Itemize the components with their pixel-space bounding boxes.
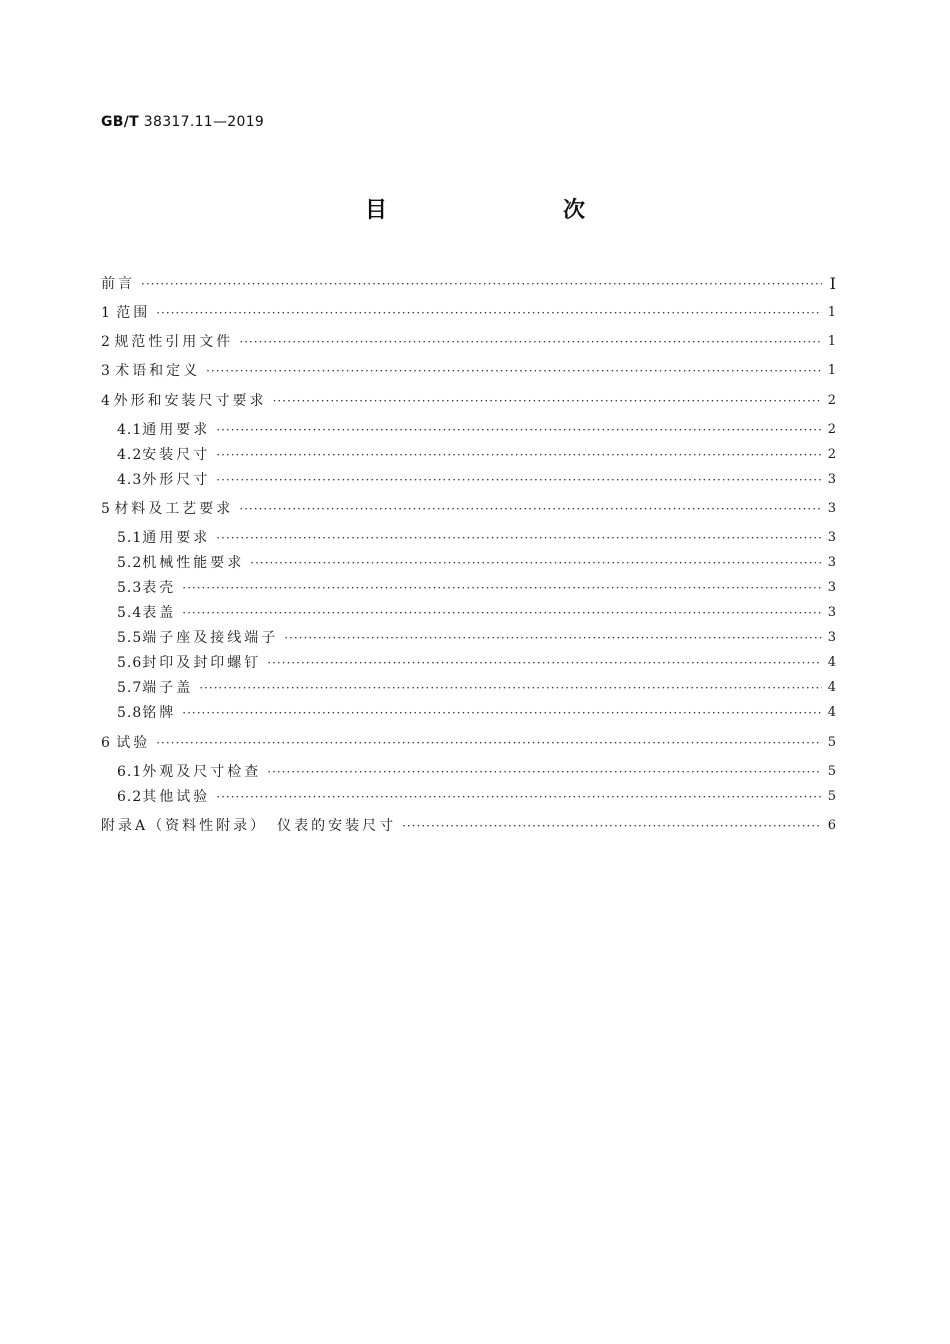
toc-entry[interactable]: [101, 731, 836, 755]
toc-entry-number: 5.3: [117, 580, 143, 596]
toc-entry-page: 1: [827, 305, 836, 320]
toc-entry-number: 2: [101, 334, 111, 350]
toc-dot-leader: [267, 651, 821, 675]
toc-entry[interactable]: [101, 272, 836, 296]
toc-entry[interactable]: [101, 814, 836, 838]
toc-entry-number: 4.3: [117, 472, 143, 488]
toc-dot-leader: [239, 497, 821, 521]
toc-entry-page: 2: [827, 393, 836, 408]
standard-code-prefix: GB/T: [101, 114, 140, 130]
toc-entry-label: 封印及封印螺钉: [142, 655, 262, 671]
toc-entry-number: 6.2: [117, 789, 143, 805]
toc-dot-leader: [182, 601, 821, 625]
toc-entry-page: Ⅰ: [829, 274, 836, 293]
toc-entry-page: 5: [827, 735, 836, 750]
toc-dot-leader: [402, 814, 822, 838]
toc-entry-page: 3: [827, 630, 836, 645]
toc-dot-leader: [216, 526, 821, 550]
toc-dot-leader: [216, 443, 821, 467]
toc-entry[interactable]: [117, 760, 836, 784]
toc-entry-label: 外观及尺寸检查: [142, 764, 262, 780]
toc-dot-leader: [141, 272, 822, 296]
toc-entry-number: 5.8: [117, 705, 143, 721]
toc-entry-label: 范围: [116, 305, 151, 321]
toc-dot-leader: [216, 468, 821, 492]
toc-entry-number: 5.4: [117, 605, 143, 621]
toc-entry[interactable]: [117, 676, 836, 700]
toc-entry[interactable]: [101, 389, 836, 413]
toc-dot-leader: [156, 301, 822, 325]
toc-entry[interactable]: [117, 418, 836, 442]
toc-entry-label: 规范性引用文件: [114, 334, 234, 350]
toc-entry-page: 3: [827, 530, 836, 545]
toc-dot-leader: [206, 359, 822, 383]
toc-entry-label: 端子座及接线端子: [142, 630, 279, 646]
toc-entry-page: 2: [827, 447, 836, 462]
toc-entry[interactable]: [117, 443, 836, 467]
toc-entry-label: 机械性能要求: [142, 555, 245, 571]
toc-entry[interactable]: [101, 301, 836, 325]
toc-entry-number: 5.1: [117, 530, 143, 546]
toc-dot-leader: [156, 731, 822, 755]
toc-entry-page: 3: [827, 605, 836, 620]
toc-entry-number: 4.1: [117, 422, 143, 438]
toc-entry-label: 通用要求: [142, 530, 211, 546]
toc-entry-page: 1: [827, 363, 836, 378]
toc-entry-label: 外形尺寸: [142, 472, 211, 488]
toc-entry-number: 6.1: [117, 764, 143, 780]
toc-entry-page: 5: [827, 764, 836, 779]
toc-entry-label: 表壳: [142, 580, 177, 596]
toc-entry-page: 3: [827, 555, 836, 570]
toc-entry-page: 4: [827, 705, 836, 720]
toc-dot-leader: [250, 551, 821, 575]
toc-entry[interactable]: [117, 551, 836, 575]
toc-entry-number: 4: [101, 393, 111, 409]
toc-entry-label: 附录A（资料性附录） 仪表的安装尺寸: [101, 818, 397, 834]
standard-code-number: 38317.11—2019: [143, 114, 265, 130]
toc-entry-number: 1: [101, 305, 111, 321]
toc-entry-page: 6: [827, 818, 836, 833]
toc-entry-label: 通用要求: [142, 422, 211, 438]
toc-entry[interactable]: [117, 468, 836, 492]
toc-entry-page: 4: [827, 655, 836, 670]
toc-entry-label: 端子盖: [142, 680, 194, 696]
toc-dot-leader: [182, 576, 821, 600]
toc-entry-label: 表盖: [142, 605, 177, 621]
toc-entry-number: 6: [101, 735, 111, 751]
toc-entry-page: 4: [827, 680, 836, 695]
toc-entry-number: 5.6: [117, 655, 143, 671]
standard-code: [101, 114, 264, 130]
toc-entry-label: 术语和定义: [115, 363, 201, 379]
toc-dot-leader: [216, 418, 821, 442]
toc-entry-number: 5: [101, 501, 111, 517]
toc-entry[interactable]: [117, 651, 836, 675]
toc-entry[interactable]: [101, 497, 836, 521]
toc-entry-number: 5.2: [117, 555, 143, 571]
page-title: 目 次: [364, 198, 629, 223]
toc-dot-leader: [273, 389, 822, 413]
toc-entry-page: 3: [827, 501, 836, 516]
toc-dot-leader: [239, 330, 821, 354]
toc-entry-page: 3: [827, 472, 836, 487]
toc-entry-page: 5: [827, 789, 836, 804]
toc-entry-label: 其他试验: [142, 789, 211, 805]
toc-entry[interactable]: [101, 330, 836, 354]
toc-entry-label: 铭牌: [142, 705, 177, 721]
toc-entry[interactable]: [117, 785, 836, 809]
toc-entry-label: 前言: [101, 276, 135, 292]
toc-dot-leader: [199, 676, 821, 700]
toc-dot-leader: [284, 626, 821, 650]
toc-entry-page: 2: [827, 422, 836, 437]
toc-entry-label: 安装尺寸: [142, 447, 211, 463]
toc-entry-number: 4.2: [117, 447, 143, 463]
toc-dot-leader: [216, 785, 821, 809]
toc-entry[interactable]: [117, 626, 836, 650]
toc-entry-label: 试验: [116, 735, 151, 751]
toc-entry-number: 3: [101, 363, 111, 379]
toc-entry[interactable]: [101, 359, 836, 383]
toc-entry[interactable]: [117, 701, 836, 725]
toc-entry-label: 材料及工艺要求: [114, 501, 234, 517]
toc-entry-number: 5.5: [117, 630, 143, 646]
toc-dot-leader: [182, 701, 821, 725]
toc-entry-page: 3: [827, 580, 836, 595]
toc-entry-label: 外形和安装尺寸要求: [113, 393, 267, 409]
toc-entry-page: 1: [827, 334, 836, 349]
toc-entry[interactable]: [117, 576, 836, 600]
toc-entry[interactable]: [117, 526, 836, 550]
toc-dot-leader: [267, 760, 821, 784]
toc-entry-number: 5.7: [117, 680, 143, 696]
toc-entry[interactable]: [117, 601, 836, 625]
